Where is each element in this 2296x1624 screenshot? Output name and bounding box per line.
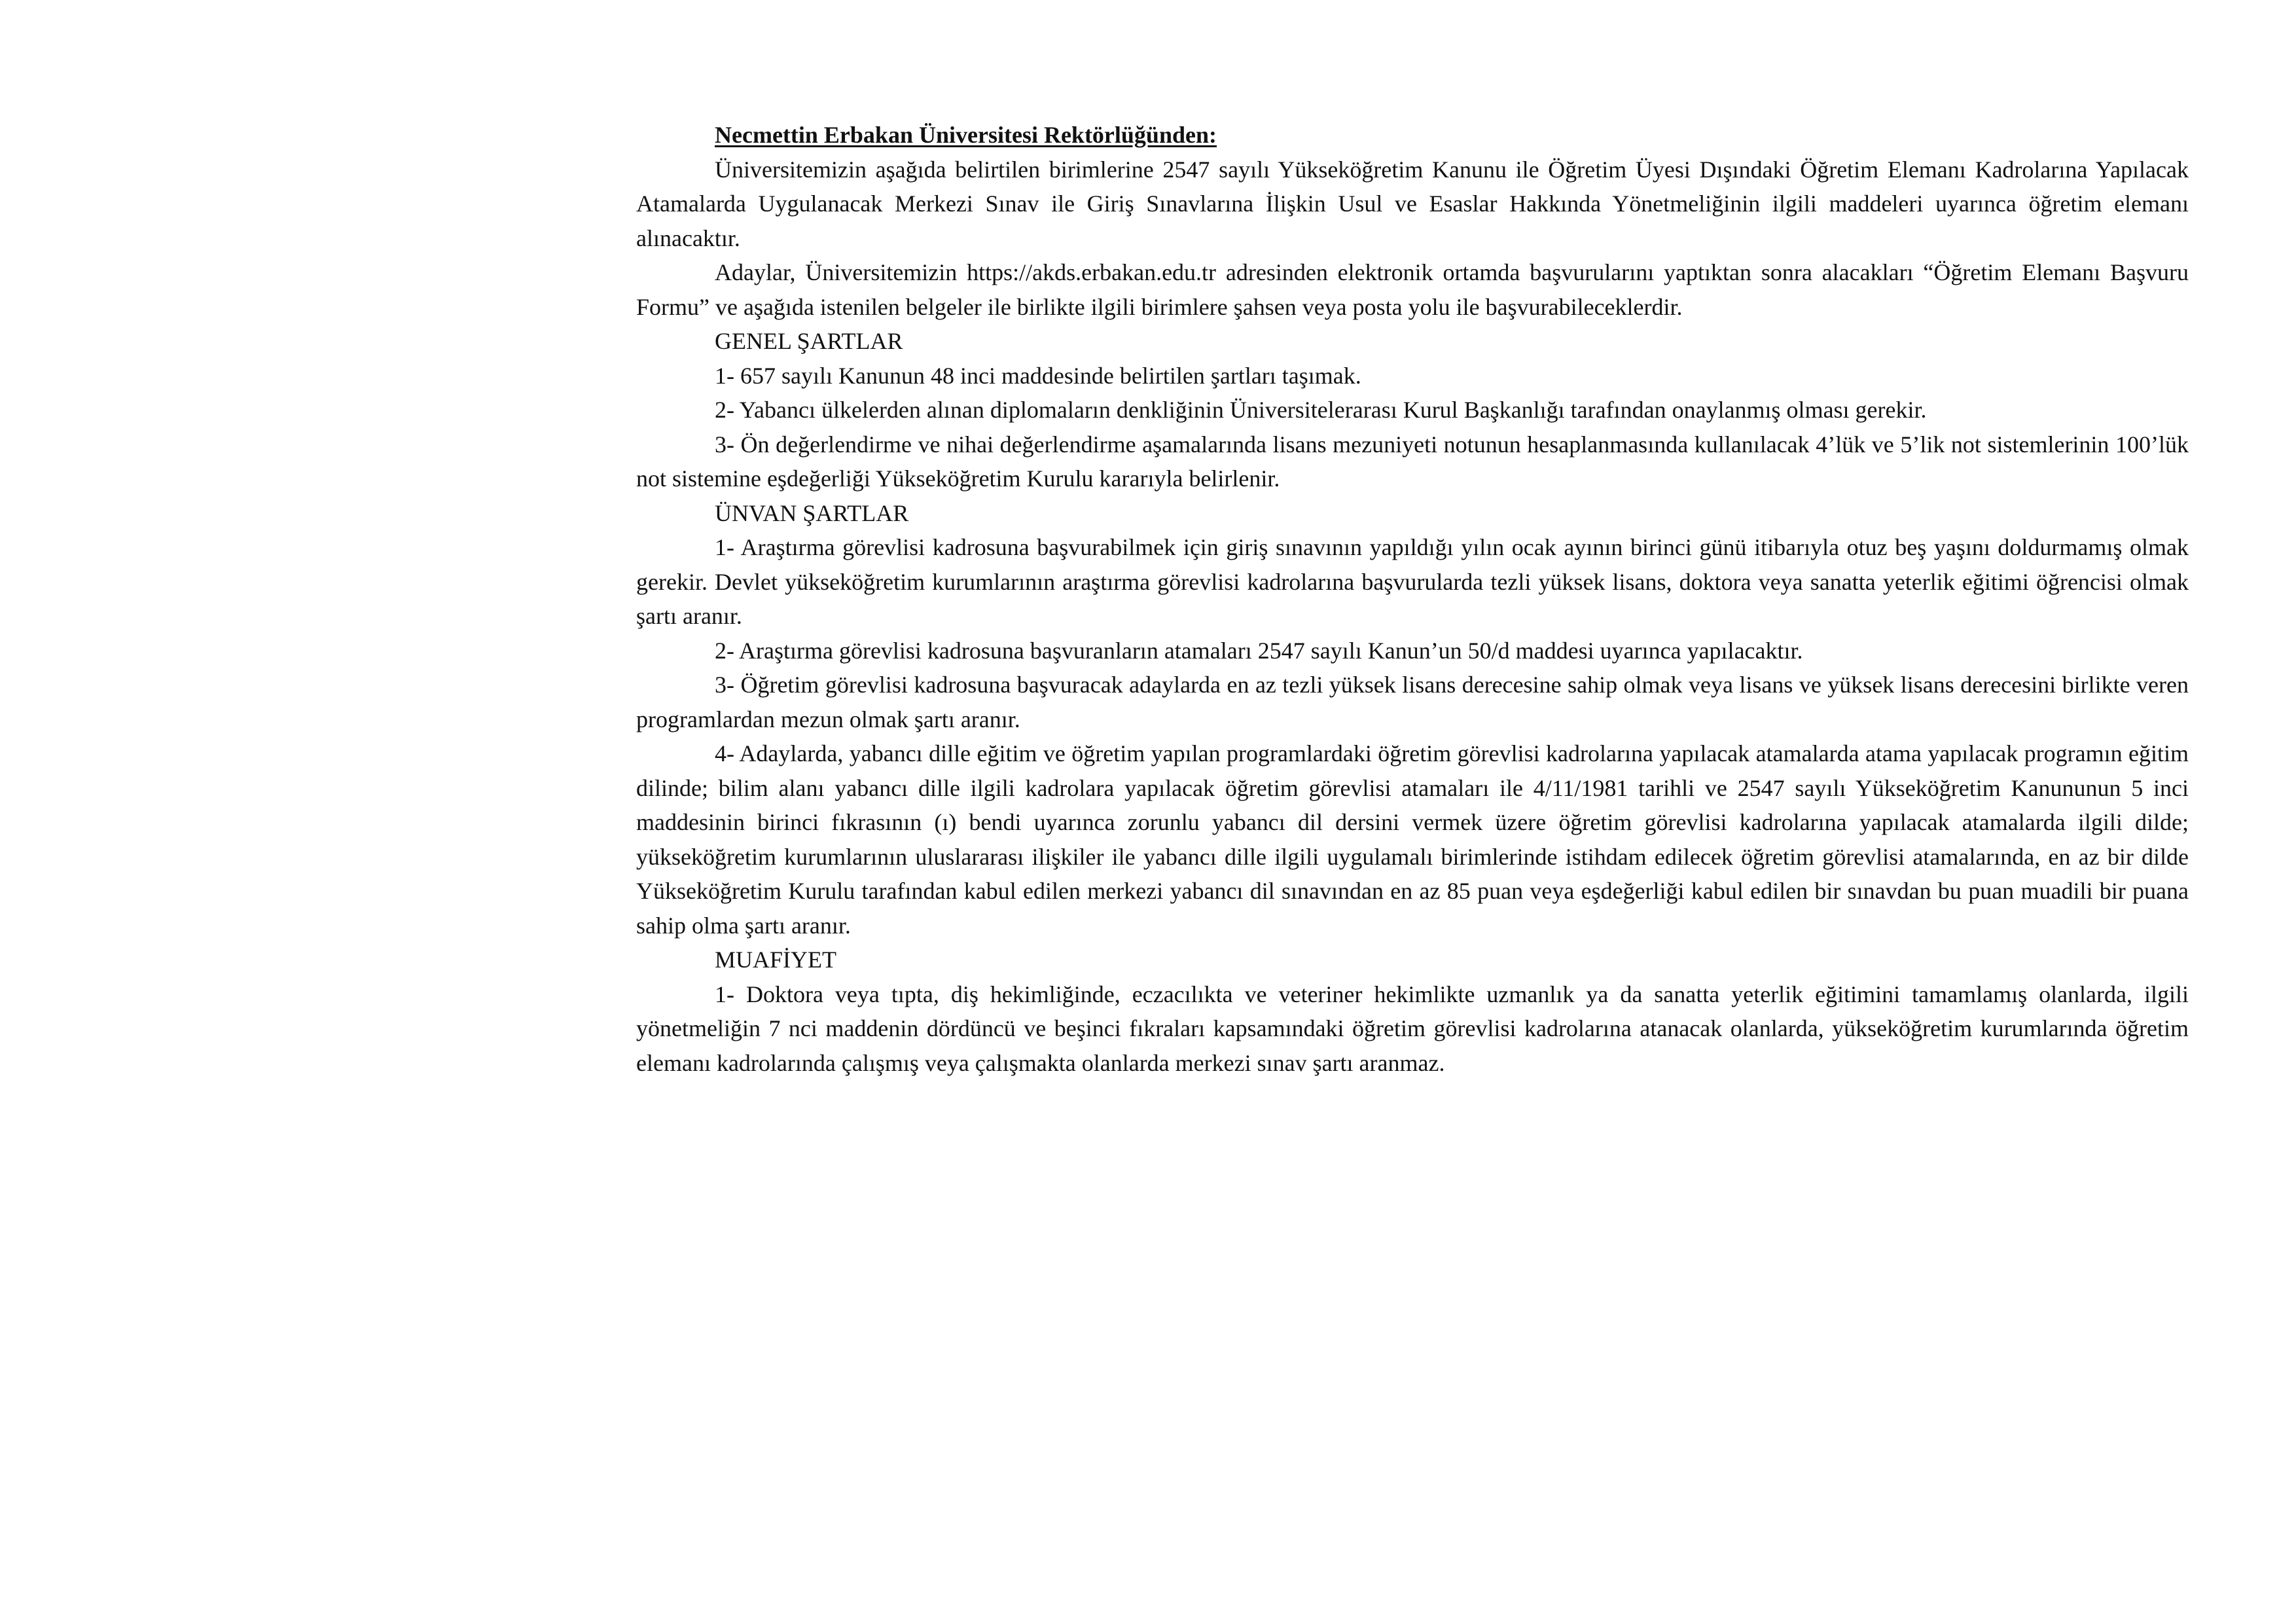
unvan-sart-item-2: 2- Araştırma görevlisi kadrosuna başvuranların atamaları 2547 sayılı Kanun’un 50/d maddesi uyarınca yapılacaktır.: [715, 637, 1803, 664]
section-heading-unvan-sartlar: ÜNVAN ŞARTLAR: [715, 499, 909, 526]
muafiyet-item-1: 1- Doktora veya tıpta, diş hekimliğinde, eczacılıkta ve veteriner hekimlikte uzmanlık ya da sanatta yeterlik eğitimini tamamlamış olanlarda, ilgili yönetmeliğin 7 nci maddenin dördüncü ve beşinci fıkraları kapsamındaki öğretim görevlisi kadrolarına atanacak olanlarda, yükseköğretim kurumlarında öğretim elemanı kadrolarında çalışmış veya çalışmakta olanlarda merkezi sınav şartı aranmaz.: [636, 981, 2189, 1076]
unvan-sart-item-1: 1- Araştırma görevlisi kadrosuna başvurabilmek için giriş sınavının yapıldığı yılın ocak ayının birinci günü itibarıyla otuz beş yaşını doldurmamış olmak gerekir. Devlet yükseköğretim kurumlarının araştırma görevlisi kadrolarına başvurularda tezli yüksek lisans, doktora veya sanatta yeterlik eğitimi öğrencisi olmak şartı aranır.: [636, 534, 2189, 629]
unvan-sart-item-4: 4- Adaylarda, yabancı dille eğitim ve öğretim yapılan programlardaki öğretim görevlisi kadrolarına yapılacak atamalarda atama yapılacak programın eğitim dilinde; bilim alanı yabancı dille ilgili kadrolara yapılacak öğretim görevlisi atamaları ile 4/11/1981 tarihli ve 2547 sayılı Yükseköğretim Kanununun 5 inci maddesinin birinci fıkrasının (ı) bendi uyarınca zorunlu yabancı dil dersini vermek üzere öğretim görevlisi kadrolarına yapılacak atamalarda ilgili dilde; yükseköğretim kurumlarının uluslararası ilişkiler ile yabancı dille ilgili uygulamalı birimlerinde istihdam edilecek öğretim görevlisi atamalarında, en az bir dilde Yükseköğretim Kurulu tarafından kabul edilen merkezi yabancı dil sınavından en az 85 puan veya eşdeğerliği kabul edilen bir sınavdan bu puan muadili bir puana sahip olma şartı aranır.: [636, 740, 2189, 939]
genel-sart-item-1: 1- 657 sayılı Kanunun 48 inci maddesinde belirtilen şartları taşımak.: [715, 362, 1361, 389]
genel-sart-item-2: 2- Yabancı ülkelerden alınan diplomaların denkliğinin Üniversitelerarası Kurul Başkanlığı tarafından onaylanmış olması gerekir.: [715, 397, 1927, 423]
intro-paragraph-1: Üniversitemizin aşağıda belirtilen birimlerine 2547 sayılı Yükseköğretim Kanunu ile Öğretim Üyesi Dışındaki Öğretim Elemanı Kadrolarına Yapılacak Atamalarda Uygulanacak Merkezi Sınav ile Giriş Sınavlarına İlişkin Usul ve Esaslar Hakkında Yönetmeliğinin ilgili maddeleri uyarınca öğretim elemanı alınacaktır.: [636, 156, 2189, 251]
intro-paragraph-2: Adaylar, Üniversitemizin https://akds.erbakan.edu.tr adresinden elektronik ortamda başvurularını yaptıktan sonra alacakları “Öğretim Elemanı Başvuru Formu” ve aşağıda istenilen belgeler ile birlikte ilgili birimlere şahsen veya posta yolu ile başvurabileceklerdir.: [636, 259, 2189, 320]
document-title: Necmettin Erbakan Üniversitesi Rektörlüğünden:: [715, 122, 1217, 148]
document-body: [636, 118, 2189, 1080]
section-heading-muafiyet: MUAFİYET: [715, 947, 836, 973]
genel-sart-item-3: 3- Ön değerlendirme ve nihai değerlendirme aşamalarında lisans mezuniyeti notunun hesaplanmasında kullanılacak 4’lük ve 5’lik not sistemlerinin 100’lük not sistemine eşdeğerliği Yükseköğretim Kurulu kararıyla belirlenir.: [636, 431, 2189, 492]
section-heading-genel-sartlar: GENEL ŞARTLAR: [715, 328, 903, 354]
unvan-sart-item-3: 3- Öğretim görevlisi kadrosuna başvuracak adaylarda en az tezli yüksek lisans derecesine sahip olmak veya lisans ve yüksek lisans derecesini birlikte veren programlardan mezun olmak şartı aranır.: [636, 672, 2189, 732]
